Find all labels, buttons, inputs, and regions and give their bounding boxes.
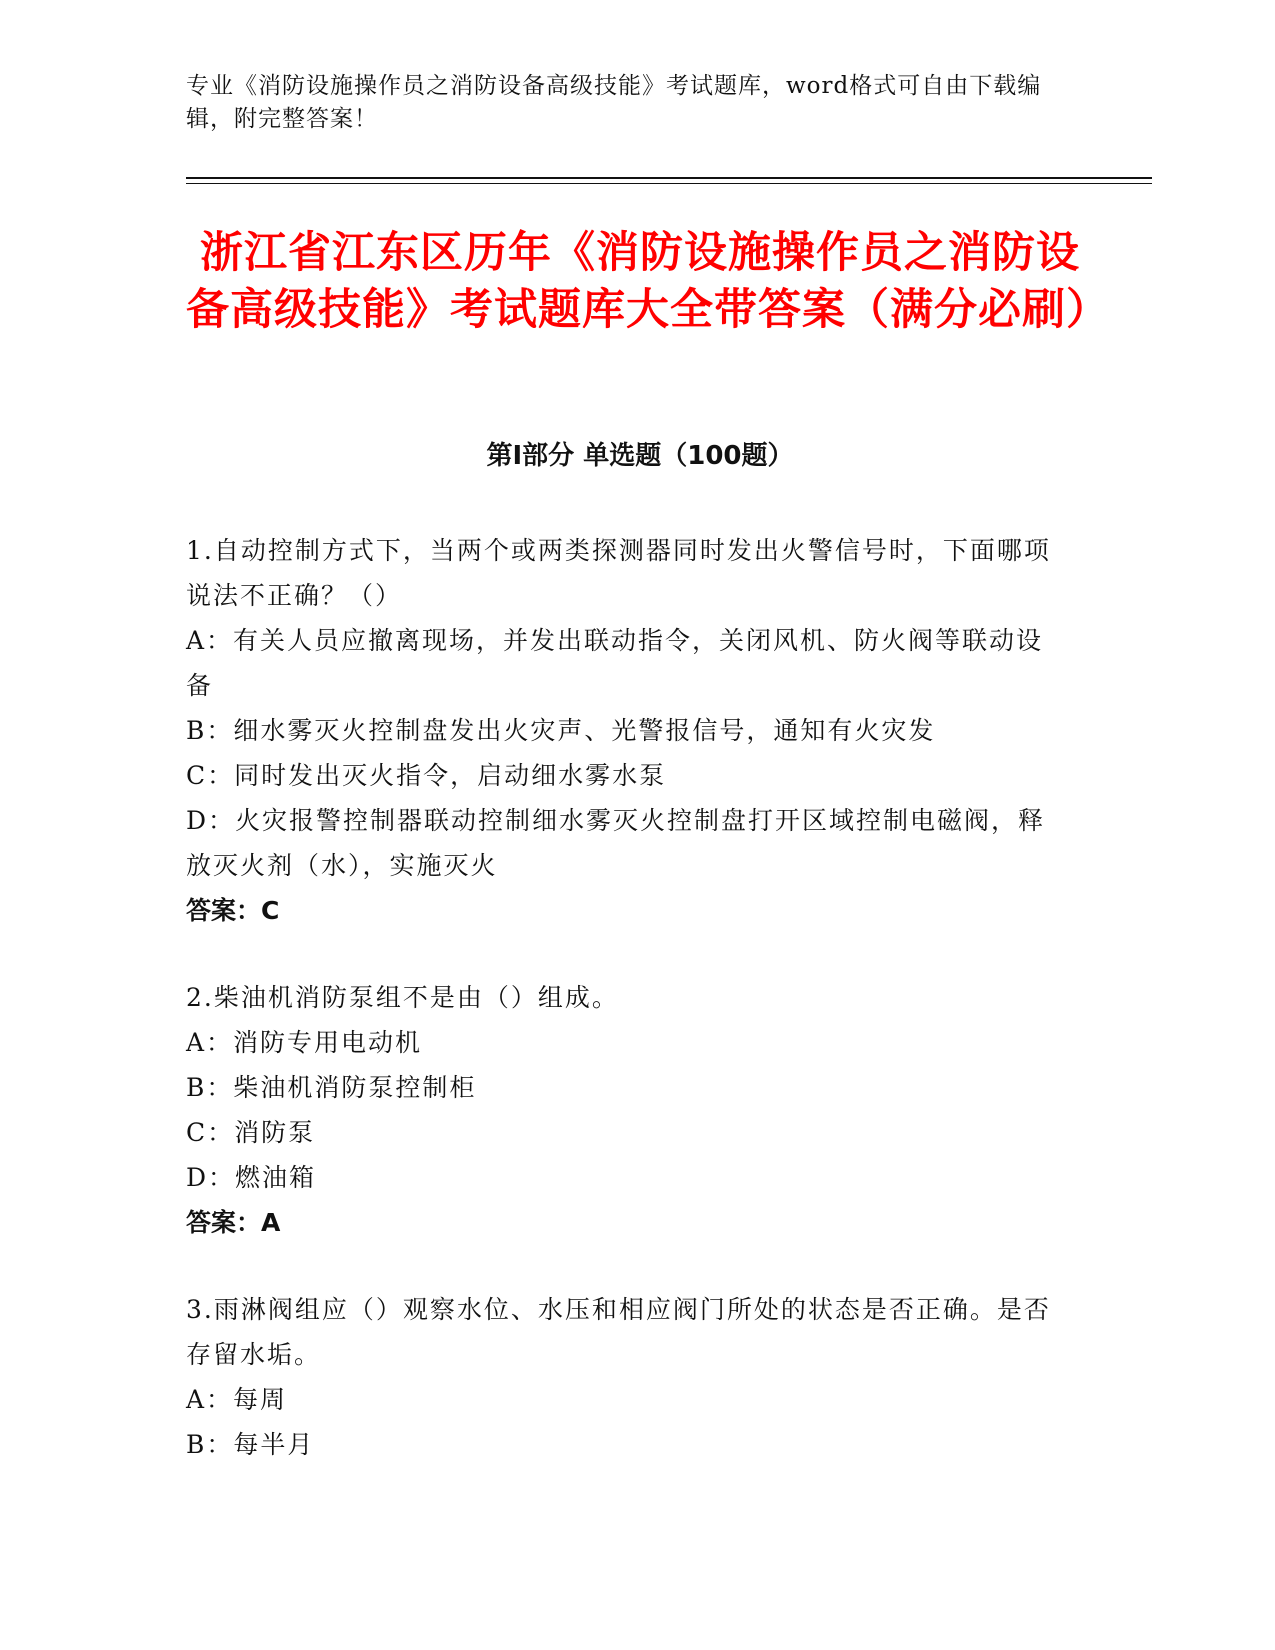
option-a: A：消防专用电动机 [186, 1028, 423, 1057]
option-c: C：消防泵 [186, 1118, 316, 1147]
question-item [186, 528, 1066, 933]
option-a: A：有关人员应撤离现场，并发出联动指令，关闭风机、防火阀等联动设备 [186, 626, 1044, 700]
document-title: 浙江省江东区历年《消防设施操作员之消防设备高级技能》考试题库大全带答案（满分必刷） [186, 228, 1110, 335]
question-list [186, 528, 1066, 1509]
option-d: D：火灾报警控制器联动控制细水雾灭火控制盘打开区域控制电磁阀，释放灭火剂（水），实施灭火 [186, 806, 1046, 880]
option-b: B：每半月 [186, 1430, 315, 1459]
header-rule-thick [186, 177, 1152, 179]
question-stem: 3.雨淋阀组应（）观察水位、水压和相应阀门所处的状态是否正确。是否存留水垢。 [186, 1295, 1051, 1369]
option-a: A：每周 [186, 1385, 288, 1414]
question-item [186, 1287, 1066, 1467]
header-note: 专业《消防设施操作员之消防设备高级技能》考试题库，word格式可自由下载编辑，附完整答案！ [186, 73, 1042, 132]
option-c: C：同时发出灭火指令，启动细水雾水泵 [186, 761, 667, 790]
option-d: D：燃油箱 [186, 1163, 317, 1192]
option-b: B：柴油机消防泵控制柜 [186, 1073, 477, 1102]
question-stem: 1.自动控制方式下，当两个或两类探测器同时发出火警信号时，下面哪项说法不正确？（） [186, 536, 1051, 610]
section-title: 第Ⅰ部分 单选题（100题） [486, 441, 794, 471]
option-b: B：细水雾灭火控制盘发出火灾声、光警报信号，通知有火灾发 [186, 716, 936, 745]
question-stem: 2.柴油机消防泵组不是由（）组成。 [186, 983, 619, 1012]
header-rule-thin [186, 183, 1152, 184]
answer-label: 答案：C [186, 896, 280, 925]
answer-label: 答案：A [186, 1208, 281, 1237]
question-item [186, 975, 1066, 1245]
